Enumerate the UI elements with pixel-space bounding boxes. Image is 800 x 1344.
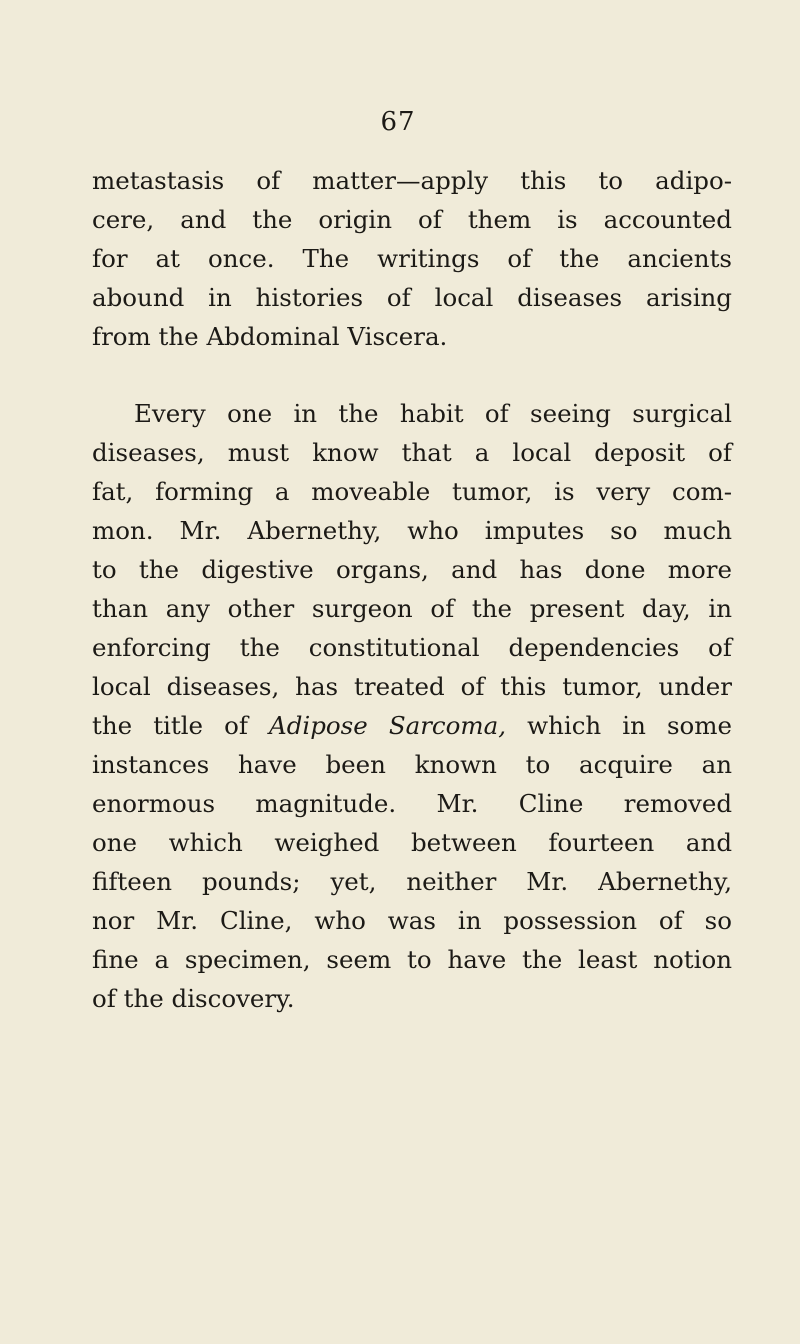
- text-fragment: which in some: [506, 711, 733, 740]
- text-line: metastasis of matter—apply this to adipo-: [92, 166, 732, 195]
- text-line: abound in histories of local diseases arising: [92, 283, 732, 312]
- text-line: Every one in the habit of seeing surgical: [134, 399, 732, 428]
- text-line: from the Abdominal Viscera.: [92, 322, 448, 351]
- text-line: for at once. The writings of the ancients: [92, 244, 732, 273]
- text-line: cere, and the origin of them is accounted: [92, 205, 732, 234]
- text-line: of the discovery.: [92, 984, 295, 1013]
- text-line: enormous magnitude. Mr. Cline removed: [92, 789, 732, 818]
- text-line: than any other surgeon of the present day, in: [92, 594, 732, 623]
- text-line: enforcing the constitutional dependencies of: [92, 633, 732, 662]
- italic-term: Adipose Sarcoma,: [269, 711, 507, 740]
- text-line: mon. Mr. Abernethy, who imputes so much: [92, 516, 732, 545]
- page-number: 67: [380, 107, 416, 137]
- text-line: nor Mr. Cline, who was in possession of so: [92, 906, 732, 935]
- text-line-italic: [92, 706, 732, 746]
- text-line: fine a specimen, seem to have the least notion: [92, 945, 732, 974]
- text-line: fat, forming a moveable tumor, is very com-: [92, 477, 732, 506]
- text-line: diseases, must know that a local deposit of: [92, 438, 732, 467]
- text-line: fifteen pounds; yet, neither Mr. Abernethy,: [92, 867, 732, 896]
- text-line: one which weighed between fourteen and: [92, 828, 732, 857]
- text-line: to the digestive organs, and has done more: [92, 555, 732, 584]
- text-line: instances have been known to acquire an: [92, 750, 732, 779]
- text-fragment: the title of: [92, 711, 270, 740]
- text-line: local diseases, has treated of this tumor, under: [92, 672, 732, 701]
